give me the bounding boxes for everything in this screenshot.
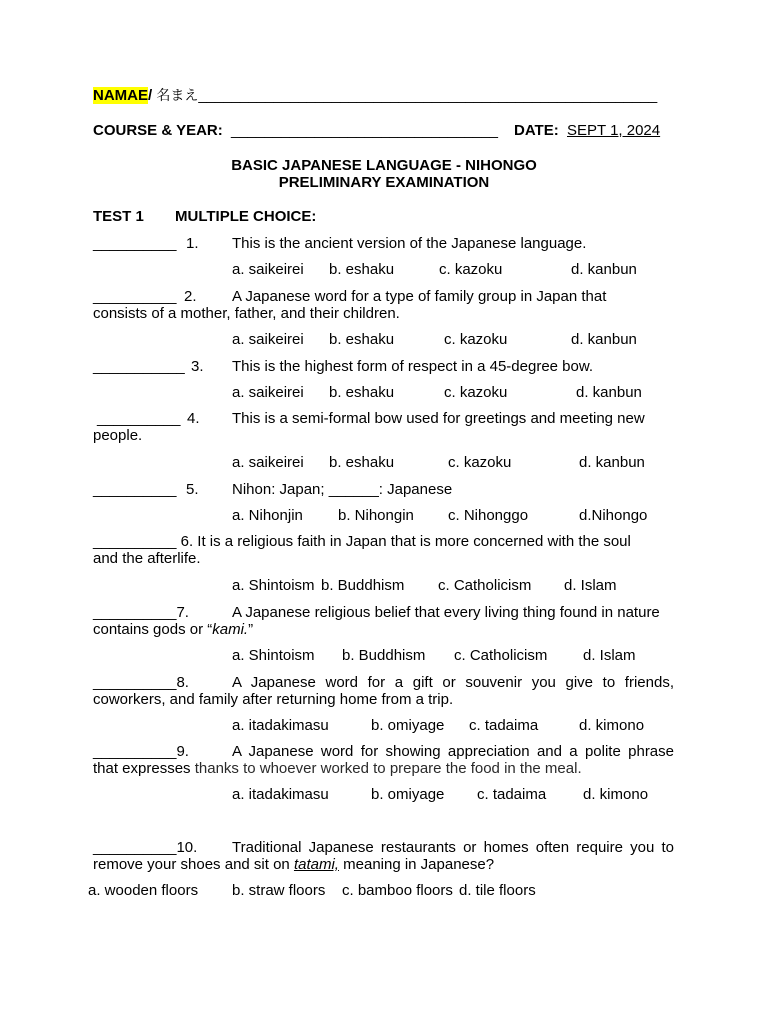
option-c[interactable]: c. tadaima xyxy=(477,786,547,803)
options-3 xyxy=(0,384,768,402)
option-d[interactable]: d. kanbun xyxy=(579,454,645,471)
question-text-5: Nihon: Japan; ______: Japanese xyxy=(232,481,453,498)
name-separator: / xyxy=(148,87,157,104)
question-text-9a: A Japanese word for showing appreciation and a polite phrase xyxy=(232,743,674,760)
option-c[interactable]: c. kazoku xyxy=(444,331,508,348)
options-2 xyxy=(0,331,768,349)
question-number-6: 6. xyxy=(180,533,194,550)
question-number-9: 9. xyxy=(176,743,189,760)
option-d[interactable]: d. kanbun xyxy=(571,331,637,348)
question-text-8a: A Japanese word for a gift or souvenir you give to friends, xyxy=(232,674,674,691)
options-5 xyxy=(0,507,768,525)
answer-blank-3[interactable]: ___________ xyxy=(93,358,185,375)
date-label: DATE: xyxy=(514,122,559,139)
option-c[interactable]: c. kazoku xyxy=(444,384,508,401)
option-d[interactable]: d. kimono xyxy=(579,717,645,734)
option-a[interactable]: a. itadakimasu xyxy=(232,717,329,734)
option-d[interactable]: d. tile floors xyxy=(459,882,536,899)
option-c[interactable]: c. tadaima xyxy=(469,717,539,734)
exam-subtitle: PRELIMINARY EXAMINATION xyxy=(278,174,490,191)
options-1 xyxy=(0,261,768,279)
question-text-10b xyxy=(93,856,494,874)
question-text-7b-pre: contains gods or “ xyxy=(93,621,213,638)
question-text-4b: people. xyxy=(93,427,143,444)
options-10 xyxy=(0,882,768,900)
answer-blank-2[interactable]: __________ xyxy=(93,288,177,305)
exam-title: BASIC JAPANESE LANGUAGE - NIHONGO xyxy=(231,157,537,174)
question-number-10: 10. xyxy=(176,839,198,856)
question-number-2: 2. xyxy=(184,288,197,305)
question-text-10a: Traditional Japanese restaurants or homes often require you to xyxy=(232,839,674,856)
question-number-7: 7. xyxy=(176,604,189,621)
question-text-7a: A Japanese religious belief that every living thing found in nature xyxy=(232,604,660,621)
options-9 xyxy=(0,786,768,804)
name-label: NAMAE xyxy=(93,87,148,104)
option-a[interactable]: a. Shintoism xyxy=(232,647,315,664)
question-text-2a: A Japanese word for a type of family group in Japan that xyxy=(232,288,607,305)
option-a[interactable]: a. saikeirei xyxy=(232,454,304,471)
option-d[interactable]: d. Islam xyxy=(583,647,636,664)
name-japanese: 名まえ xyxy=(156,88,199,104)
answer-blank-1[interactable]: __________ xyxy=(93,235,177,252)
question-text-10b-term: tatami, xyxy=(293,856,339,873)
option-d[interactable]: d. kanbun xyxy=(576,384,642,401)
option-b[interactable]: b. eshaku xyxy=(329,384,395,401)
question-number-3: 3. xyxy=(191,358,204,375)
question-text-7b xyxy=(93,621,253,639)
option-a[interactable]: a. saikeirei xyxy=(232,261,304,278)
question-row-6 xyxy=(93,533,631,551)
answer-blank-9[interactable]: __________ xyxy=(93,743,177,760)
answer-blank-4[interactable]: __________ xyxy=(97,410,181,427)
options-4 xyxy=(0,454,768,472)
question-text-7b-post: ” xyxy=(248,621,254,638)
option-b[interactable]: b. eshaku xyxy=(329,454,395,471)
question-text-3: This is the highest form of respect in a 45-degree bow. xyxy=(232,358,594,375)
question-text-9b-pre: that expresses xyxy=(93,760,195,777)
option-b[interactable]: b. straw floors xyxy=(232,882,326,899)
question-text-1: This is the ancient version of the Japanese language. xyxy=(232,235,587,252)
option-a[interactable]: a. Nihonjin xyxy=(232,507,303,524)
option-c[interactable]: c. kazoku xyxy=(448,454,512,471)
name-row xyxy=(93,87,657,105)
question-text-10b-pre: remove your shoes and sit on xyxy=(93,856,294,873)
question-number-5: 5. xyxy=(186,481,199,498)
option-b[interactable]: b. omiyage xyxy=(371,786,445,803)
question-text-6b: and the afterlife. xyxy=(93,550,201,567)
course-line[interactable]: ________________________________ xyxy=(231,122,498,139)
question-text-4a: This is a semi-formal bow used for greetings and meeting new xyxy=(232,410,645,427)
option-c[interactable]: c. bamboo floors xyxy=(342,882,453,899)
answer-blank-6[interactable]: __________ xyxy=(93,533,177,550)
option-d[interactable]: d. kanbun xyxy=(571,261,637,278)
answer-blank-8[interactable]: __________ xyxy=(93,674,177,691)
option-c[interactable]: c. Catholicism xyxy=(438,577,532,594)
option-d[interactable]: d.Nihongo xyxy=(579,507,648,524)
question-text-7b-italic: kami. xyxy=(212,621,249,638)
test-label: TEST 1 xyxy=(93,208,144,225)
option-b[interactable]: b. Nihongin xyxy=(338,507,414,524)
options-7 xyxy=(0,647,768,665)
question-number-4: 4. xyxy=(187,410,200,427)
question-text-9b-rest: thanks to whoever worked to prepare the food in the meal. xyxy=(194,760,582,777)
answer-blank-5[interactable]: __________ xyxy=(93,481,177,498)
option-b[interactable]: b. eshaku xyxy=(329,331,395,348)
question-row-8 xyxy=(93,674,189,692)
question-text-9b xyxy=(93,760,582,778)
question-text-8b: coworkers, and family after returning home from a trip. xyxy=(93,691,454,708)
question-row-9 xyxy=(93,743,189,761)
question-row-10 xyxy=(93,839,197,857)
question-number-8: 8. xyxy=(176,674,189,691)
question-text-10b-post: meaning in Japanese? xyxy=(338,856,495,873)
option-a[interactable]: a. saikeirei xyxy=(232,331,304,348)
option-b[interactable]: b. eshaku xyxy=(329,261,395,278)
options-8 xyxy=(0,717,768,735)
option-d[interactable]: d. kimono xyxy=(583,786,649,803)
option-c[interactable]: c. Nihonggo xyxy=(448,507,529,524)
options-6 xyxy=(0,577,768,595)
question-text-6a: It is a religious faith in Japan that is more concerned with the soul xyxy=(197,533,631,550)
option-d[interactable]: d. Islam xyxy=(564,577,617,594)
answer-blank-7[interactable]: __________ xyxy=(93,604,177,621)
question-text-2b: consists of a mother, father, and their children. xyxy=(93,305,400,322)
answer-blank-10[interactable]: __________ xyxy=(93,839,177,856)
option-a[interactable]: a. Shintoism xyxy=(232,577,315,594)
course-label: COURSE & YEAR: xyxy=(93,122,223,139)
question-row-7 xyxy=(93,604,189,622)
test-type: MULTIPLE CHOICE: xyxy=(175,208,317,225)
date-value: SEPT 1, 2024 xyxy=(567,122,661,139)
option-c[interactable]: c. kazoku xyxy=(439,261,503,278)
option-b[interactable]: b. omiyage xyxy=(371,717,445,734)
name-line[interactable]: _______________________________________________________ xyxy=(198,87,658,104)
option-b[interactable]: b. Buddhism xyxy=(321,577,405,594)
option-b[interactable]: b. Buddhism xyxy=(342,647,426,664)
option-a[interactable]: a. itadakimasu xyxy=(232,786,329,803)
question-number-1: 1. xyxy=(186,235,199,252)
option-a[interactable]: a. saikeirei xyxy=(232,384,304,401)
option-c[interactable]: c. Catholicism xyxy=(454,647,548,664)
option-a[interactable]: a. wooden floors xyxy=(88,882,199,899)
